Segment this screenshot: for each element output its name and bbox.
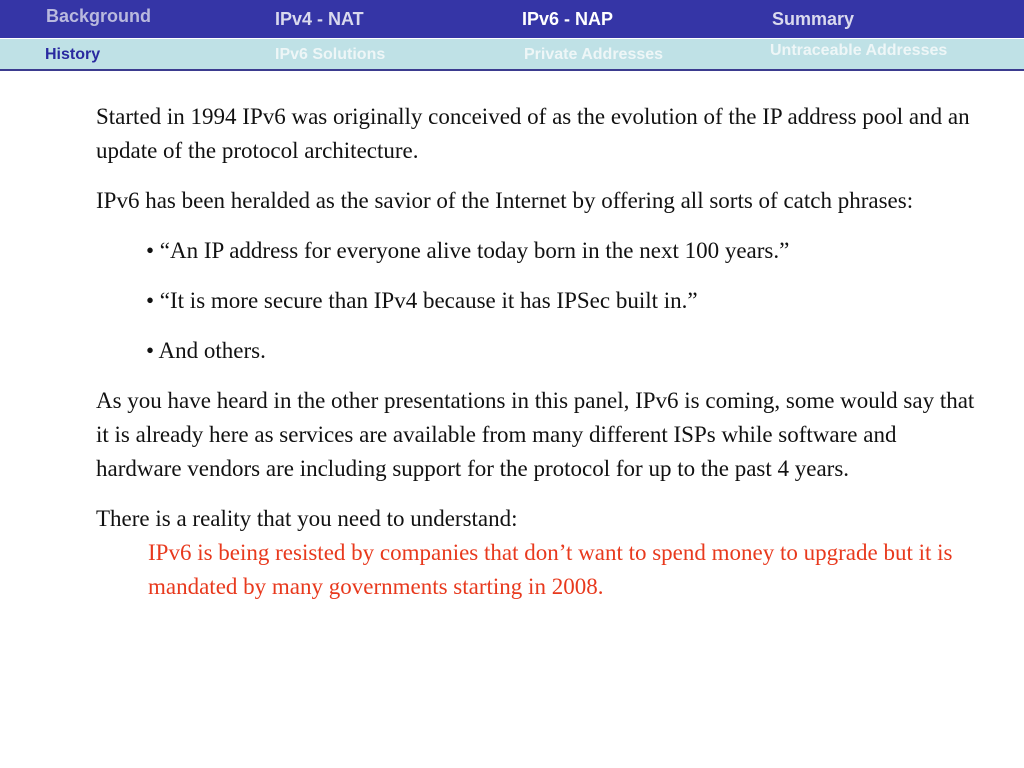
top-nav-background[interactable]: Background (46, 6, 152, 26)
sub-nav-private-addresses[interactable]: Private Addresses (524, 46, 664, 63)
bullet-item: • “It is more secure than IPv4 because it has IPSec built in.” (146, 288, 698, 313)
bullet-item: • “An IP address for everyone alive today born in the next 100 years.” (146, 238, 790, 263)
paragraph-catch-phrases: IPv6 has been heralded as the savior of the Internet by offering all sorts of catch phrases: (96, 188, 914, 213)
sub-navigation-bar (0, 38, 1024, 71)
top-nav-ipv4-nat[interactable]: IPv4 - NAT (275, 9, 364, 29)
sub-nav-untraceable-addresses[interactable]: Untraceable Addresses (770, 42, 948, 59)
sub-nav-ipv6-solutions[interactable]: IPv6 Solutions (275, 46, 386, 63)
top-nav-ipv6-nap[interactable]: IPv6 - NAP (522, 9, 614, 29)
top-navigation-bar (0, 0, 1024, 38)
callout-text: IPv6 is being resisted by companies that don’t want to spend money to upgrade but it is mandated by many governments starting in 2008. (148, 540, 953, 599)
top-nav-summary[interactable]: Summary (772, 9, 855, 29)
sub-nav-history[interactable]: History (45, 46, 101, 63)
slide-body (96, 100, 976, 604)
paragraph-ipv6-coming: As you have heard in the other presentations in this panel, IPv6 is coming, some would say that it is already here as services are available from many different ISPs while software and hardware vendors are including support for the protocol for up to the past 4 years. (96, 388, 975, 481)
paragraph-history-intro: Started in 1994 IPv6 was originally conceived of as the evolution of the IP address pool and an update of the protocol architecture. (96, 104, 970, 163)
paragraph-reality: There is a reality that you need to understand: (96, 506, 518, 531)
bullet-item: • And others. (146, 338, 266, 363)
